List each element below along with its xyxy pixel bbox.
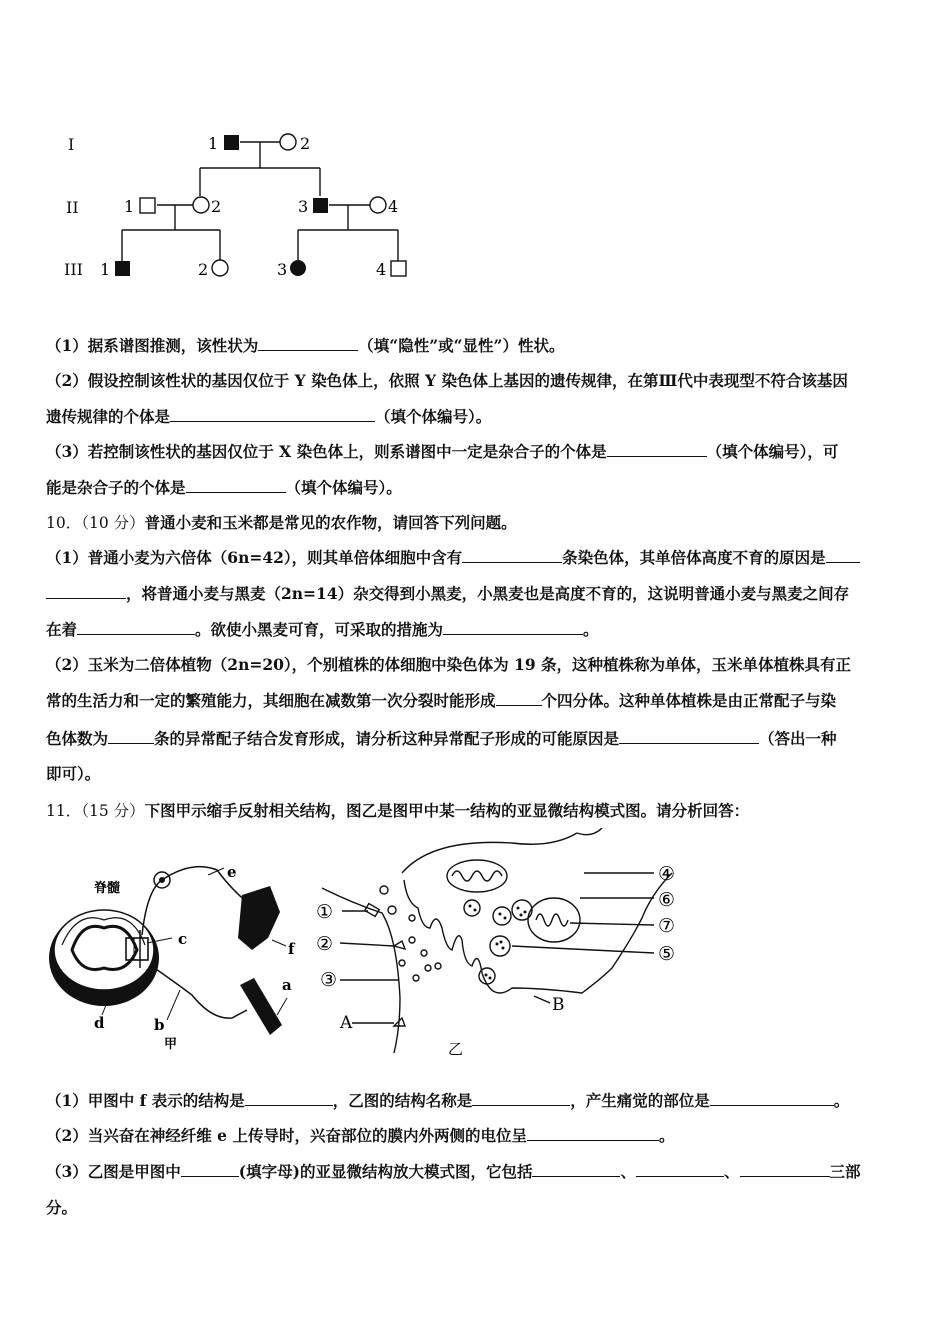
q11-part2: （2）当兴奋在神经纤维 e 上传导时，兴奋部位的膜内外两侧的电位呈 。	[46, 1126, 675, 1145]
pedigree-II3-affected-male	[313, 198, 328, 213]
q10-part2-line1: （2）玉米为二倍体植物（2n=20），个别植株的体细胞中染色体为 19 条，这种植株称为单体，玉米单体植株具有正	[46, 655, 852, 674]
q10-part1-line1: （1）普通小麦为六倍体（6n=42），则其单倍体细胞中含有 条染色体，其单倍体高度不育的原因是	[46, 548, 860, 568]
caption-yi: 乙	[448, 1040, 464, 1058]
answer-blank[interactable]	[710, 1091, 834, 1106]
q10-part1-line2: ，将普通小麦与黑麦（2n=14）杂交得到小黑麦，小黑麦也是高度不育的，这说明普通小麦与黑麦之间存	[46, 584, 849, 604]
answer-blank[interactable]	[170, 407, 375, 422]
answer-blank[interactable]	[472, 1091, 570, 1106]
answer-blank[interactable]	[740, 1162, 830, 1177]
q11-part3-line2: 分。	[46, 1198, 78, 1217]
label-e: e	[227, 863, 237, 881]
answer-blank[interactable]	[443, 620, 583, 635]
generation-label-3: III	[64, 260, 83, 279]
answer-blank[interactable]	[607, 442, 707, 457]
caption-jia: 甲	[164, 1037, 178, 1052]
answer-blank[interactable]	[77, 620, 195, 635]
pedigree-III1-label: 1	[100, 260, 111, 279]
label-circle-5: ⑤	[658, 943, 676, 965]
pedigree-I2-normal-female	[280, 134, 296, 150]
label-f: f	[288, 940, 295, 958]
answer-blank[interactable]	[496, 691, 542, 706]
generation-label-2: II	[66, 198, 79, 217]
pedigree-I1-affected-male	[224, 135, 239, 150]
answer-blank[interactable]	[181, 1162, 239, 1177]
answer-blank[interactable]	[636, 1162, 724, 1177]
answer-blank[interactable]	[186, 478, 286, 493]
answer-blank[interactable]	[245, 1091, 333, 1106]
pedigree-II1-label: 1	[124, 197, 135, 216]
label-circle-1: ①	[316, 901, 334, 923]
q11-part3-line1: （3）乙图是甲图中 (填字母)的亚显微结构放大模式图，它包括 、 、 三部	[46, 1162, 861, 1181]
label-circle-2: ②	[316, 933, 334, 955]
pedigree-chart	[100, 120, 430, 290]
pedigree-III3-affected-female	[290, 260, 306, 276]
generation-label-1: I	[68, 135, 75, 154]
answer-blank[interactable]	[527, 1126, 659, 1141]
spinal-cord-cross-section	[49, 910, 159, 1006]
pedigree-III4-label: 4	[376, 260, 387, 279]
q9-part1: （1）据系谱图推测，该性状为 （填“隐性”或“显性”）性状。	[46, 336, 565, 355]
label-circle-7: ⑦	[658, 915, 676, 937]
pedigree-II2-label: 2	[211, 197, 222, 216]
efferent-nerve-b	[150, 965, 247, 1018]
label-d: d	[94, 1014, 105, 1032]
label-b: b	[154, 1016, 165, 1034]
q9-part2-line2: 遗传规律的个体是 （填个体编号）。	[46, 407, 492, 426]
pedigree-II1-normal-male	[140, 198, 155, 213]
label-spinal-cord: 脊髓	[94, 881, 121, 896]
answer-blank[interactable]	[46, 584, 126, 599]
pedigree-II4-normal-female	[370, 197, 386, 213]
q11-part1: （1）甲图中 f 表示的结构是 ，乙图的结构名称是 ，产生痛觉的部位是 。	[46, 1091, 850, 1110]
effector-a	[240, 978, 282, 1035]
q10-part2-line2: 常的生活力和一定的繁殖能力，其细胞在减数第一次分裂时能形成 个四分体。这种单体植株是由正常配子与染	[46, 691, 837, 710]
pedigree-II4-label: 4	[388, 197, 399, 216]
answer-blank[interactable]	[532, 1162, 620, 1177]
label-circle-6: ⑥	[658, 889, 676, 911]
label-circle-4: ④	[658, 863, 676, 885]
label-A: A	[340, 1013, 353, 1033]
pedigree-III2-label: 2	[198, 260, 209, 279]
answer-blank[interactable]	[258, 336, 358, 351]
q10-heading: 10．（10 分）普通小麦和玉米都是常见的农作物，请回答下列问题。	[46, 513, 517, 532]
label-c: c	[178, 930, 188, 948]
figure-yi-synapse	[312, 828, 712, 1063]
pedigree-II3-label: 3	[298, 197, 309, 216]
pedigree-III3-label: 3	[277, 260, 288, 279]
pedigree-III1-affected-male	[115, 261, 130, 276]
pedigree-I1-label: 1	[208, 134, 219, 153]
answer-blank[interactable]	[826, 548, 860, 563]
label-B: B	[552, 995, 565, 1015]
figure-jia-reflex-arc	[42, 850, 307, 1060]
postsynaptic-membrane	[404, 873, 672, 993]
q11-heading: 11．（15 分）下图甲示缩手反射相关结构，图乙是图甲中某一结构的亚显微结构模式图。请分析回答：	[46, 801, 750, 820]
answer-blank[interactable]	[108, 729, 154, 744]
label-circle-3: ③	[320, 969, 338, 991]
q9-part3-line1: （3）若控制该性状的基因仅位于 X 染色体上，则系谱图中一定是杂合子的个体是 （填个体编号），可	[46, 442, 839, 461]
pedigree-II2-normal-female	[193, 197, 209, 213]
q10-part2-line4: 即可）。	[46, 764, 101, 783]
q9-part3-line2: 能是杂合子的个体是 （填个体编号）。	[46, 478, 402, 497]
pedigree-III2-normal-female	[212, 260, 228, 276]
answer-blank[interactable]	[462, 548, 562, 563]
pedigree-I2-label: 2	[300, 134, 311, 153]
label-a: a	[282, 976, 292, 994]
answer-blank[interactable]	[619, 729, 759, 744]
q9-part2-line1: （2）假设控制该性状的基因仅位于 Y 染色体上，依照 Y 染色体上基因的遗传规律，在第Ⅲ代中表现型不符合该基因	[46, 371, 848, 390]
pedigree-III4-normal-male	[391, 261, 406, 276]
q10-part1-line3: 在着 。欲使小黑麦可育，可采取的措施为 。	[46, 620, 599, 639]
q10-part2-line3: 色体数为 条的异常配子结合发育形成，请分析这种异常配子形成的可能原因是 （答出一种	[46, 729, 837, 748]
